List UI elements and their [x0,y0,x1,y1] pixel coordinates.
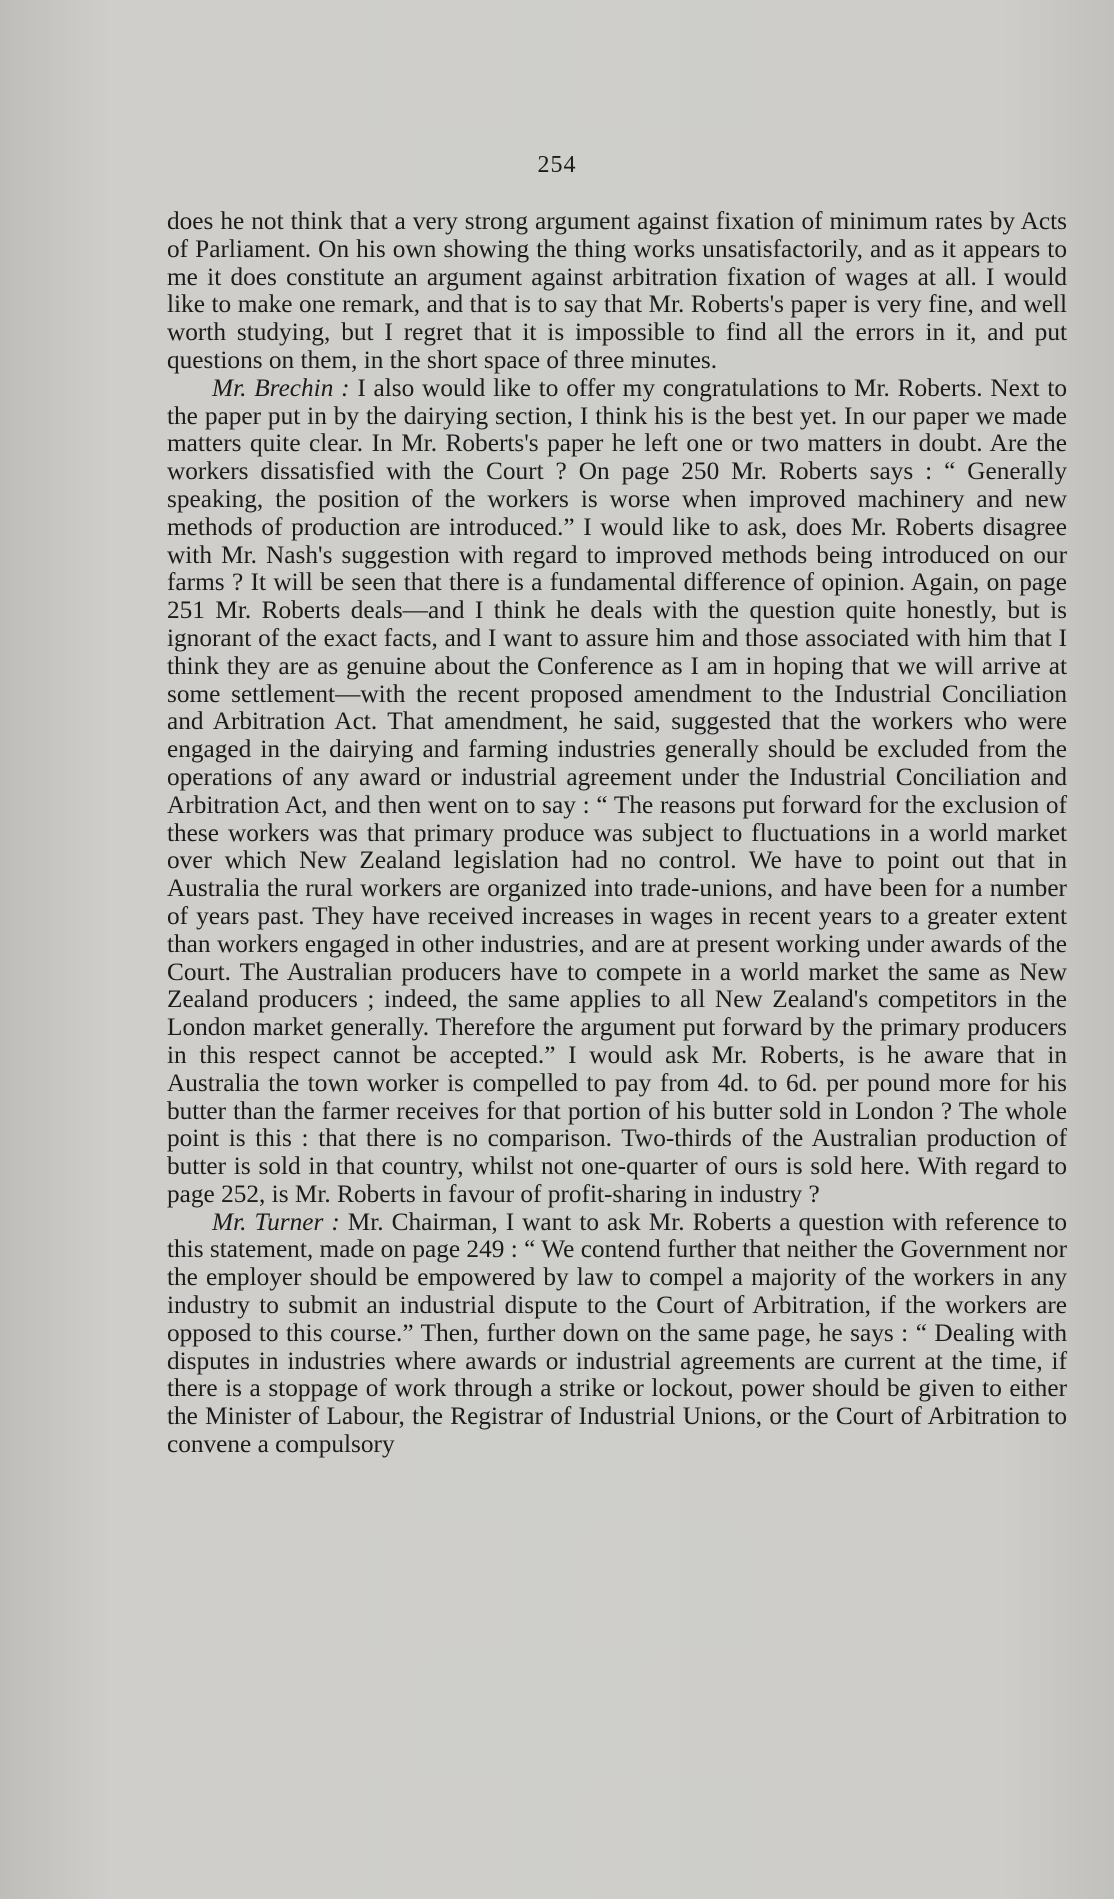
speaker-name: Mr. Brechin : [212,373,350,402]
page-number: 254 [537,152,577,178]
body-text [167,208,1067,1459]
paragraph [167,375,1067,1209]
paragraph [167,208,1067,375]
paragraph-text: does he not think that a very strong argument against fixation of minimum rates by Acts of Parliament. On his own showing the thing works unsatisfactorily, and as it appears to me it does constitute an argument against arbitration fixation of wages at all. I would like to make one remark, and that is to say that Mr. Roberts's paper is very fine, and well worth studying, but I regret that it is impossible to find all the errors in it, and put questions on them, in the short space of three minutes. [167,207,1067,374]
speaker-name: Mr. Turner : [212,1207,340,1236]
paragraph-text: Mr. Chairman, I want to ask Mr. Roberts a question with reference to this statement, made on page 249 : “ We contend further that neither the Government nor the employer should be empowered by law to compel a majority of the workers in any industry to submit an industrial dispute to the Court of Arbitration, if the workers are opposed to this course.” Then, further down on the same page, he says : “ Dealing with disputes in industries where awards or industrial agreements are current at the time, if there is a stoppage of work through a strike or lockout, power should be given to either the Minister of Labour, the Registrar of Industrial Unions, or the Court of Arbitration to convene a compulsory [167,1207,1067,1459]
paragraph [167,1209,1067,1459]
paragraph-text: I also would like to offer my congratulations to Mr. Roberts. Next to the paper put in by the dairying section, I think his is the best yet. In our paper we made matters quite clear. In Mr. Roberts's paper he left one or two matters in doubt. Are the workers dissatisfied with the Court ? On page 250 Mr. Roberts says : “ Generally speaking, the position of the workers is worse when improved machinery and new methods of production are introduced.” I would like to ask, does Mr. Roberts disagree with Mr. Nash's suggestion with regard to improved methods being introduced on our farms ? It will be seen that there is a fundamental difference of opinion. Again, on page 251 Mr. Roberts deals—and I think he deals with the question quite honestly, but is ignorant of the exact facts, and I want to assure him and those associated with him that I think they are as genuine about the Conference as I am in hoping that we will arrive at some settlement—with the recent proposed amendment to the Industrial Conciliation and Arbitration Act. That amendment, he said, suggested that the workers who were engaged in the dairying and farming industries generally should be excluded from the operations of any award or industrial agreement under the Industrial Conciliation and Arbitration Act, and then went on to say : “ The reasons put forward for the exclusion of these workers was that primary produce was subject to fluctuations in a world market over which New Zealand legislation had no control. We have to point out that in Australia the rural workers are organized into trade-unions, and have been for a number of years past. They have received increases in wages in recent years to a greater extent than workers engaged in other industries, and are at present working under awards of the Court. The Australian producers have to compete in a world market the same as New Zealand producers ; indeed, the same applies to all New Zealand's competitors in the London market generally. Therefore the argument put forward by the primary producers in this respect cannot be accepted.” I would ask Mr. Roberts, is he aware that in Australia the town worker is compelled to pay from 4d. to 6d. per pound more for his butter than the farmer receives for that portion of his butter sold in London ? The whole point is this : that there is no comparison. Two-thirds of the Australian production of butter is sold in that country, whilst not one-quarter of ours is sold here. With regard to page 252, is Mr. Roberts in favour of profit-sharing in industry ? [167,373,1067,1208]
